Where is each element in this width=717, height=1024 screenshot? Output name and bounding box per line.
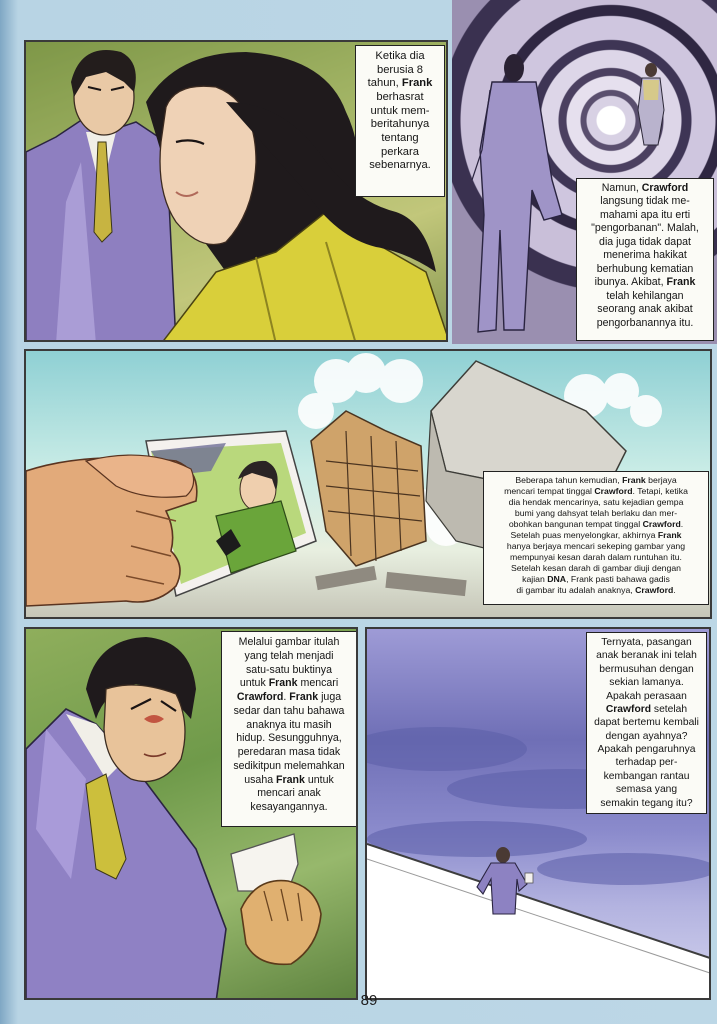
caption-1 xyxy=(355,45,445,197)
caption-line: Crawford. Frank juga xyxy=(236,691,342,704)
caption-line: peredaran masa tidak xyxy=(237,746,341,759)
caption-line: yang telah menjadi xyxy=(244,649,334,662)
caption-line: telah kehilangan xyxy=(606,289,684,302)
caption-5 xyxy=(586,632,707,814)
caption-line: anak beranak ini telah xyxy=(596,650,697,662)
caption-line: ibunya. Akibat, Frank xyxy=(594,276,696,289)
caption-line: kesayangannya. xyxy=(250,801,328,814)
panel-2-vortex xyxy=(452,0,717,344)
caption-line: tahun, Frank xyxy=(367,77,433,90)
caption-line: kajian DNA, Frank pasti bahawa gadis xyxy=(522,574,670,585)
caption-line: di gambar itu adalah anaknya, Crawford. xyxy=(516,585,676,596)
caption-line: mencari anak xyxy=(257,787,321,800)
caption-line: Namun, Crawford xyxy=(601,182,689,194)
caption-line: Apakah pengaruhnya xyxy=(597,744,696,755)
caption-line: dia hendak mencarinya, satu kejadian gempa xyxy=(508,497,684,508)
caption-line: seorang anak akibat xyxy=(597,303,693,316)
caption-line: Melalui gambar itulah xyxy=(238,636,340,648)
caption-line: untuk Frank mencari xyxy=(239,677,339,690)
caption-line: sedar dan tahu bahawa xyxy=(233,704,345,717)
caption-line: sebenarnya. xyxy=(369,159,431,172)
panel-1-father-and-wife xyxy=(24,40,448,342)
caption-line: Beberapa tahun kemudian, Frank berjaya xyxy=(515,475,677,485)
caption-line: Setelah kesan darah di gambar diuji dengan xyxy=(510,563,681,574)
caption-line: mencari tempat tinggal Crawford. Tetapi, ketika xyxy=(504,486,688,497)
caption-line: dapat bertemu kembali xyxy=(594,717,699,729)
caption-line: Setelah puas menyelongkar, akhirnya Frank xyxy=(510,530,682,541)
caption-line: Crawford setelah xyxy=(605,703,688,715)
caption-line: anaknya itu masih xyxy=(246,718,332,731)
caption-line: bumi yang dahsyat telah berlaku dan mer- xyxy=(514,508,678,519)
caption-line: berhubung kematian xyxy=(596,262,694,275)
caption-line: dia juga tidak dapat xyxy=(599,235,691,248)
caption-line: menerima hakikat xyxy=(603,249,687,262)
caption-line: untuk mem- xyxy=(370,104,430,117)
page-number: 89 xyxy=(360,992,378,1009)
caption-line: semakin tegang itu? xyxy=(600,797,693,809)
caption-line: usaha Frank untuk xyxy=(244,773,334,786)
caption-line: satu-satu buktinya xyxy=(246,663,332,676)
caption-3 xyxy=(483,471,709,605)
caption-4 xyxy=(221,631,357,827)
caption-line: obohkan bangunan tempat tinggal Crawford. xyxy=(508,519,684,530)
caption-line: hanya berjaya mencari sekeping gambar yang xyxy=(506,541,686,552)
caption-line: langsung tidak me- xyxy=(600,195,690,208)
caption-line: mempunyai kesan darah dalam runtuhan itu. xyxy=(510,552,682,563)
caption-line: pengorbanannya itu. xyxy=(596,316,694,329)
caption-line: dengan ayahnya? xyxy=(605,730,688,742)
caption-line: sekian lamanya. xyxy=(609,677,684,689)
caption-line: "pengorbanan". Malah, xyxy=(591,222,699,235)
caption-line: berusia 8 xyxy=(376,63,424,76)
caption-line: terhadap per- xyxy=(615,757,678,769)
caption-line: tentang xyxy=(381,131,419,144)
caption-line: sedikitpun melemahkan xyxy=(233,759,345,772)
caption-line: Apakah perasaan xyxy=(606,690,687,702)
panel-3-earthquake-photo xyxy=(24,349,712,619)
caption-line: beritahunya xyxy=(370,118,430,131)
caption-line: Ketika dia xyxy=(375,50,425,62)
caption-line: kembangan rantau xyxy=(603,770,690,782)
caption-line: mahami apa itu erti xyxy=(599,208,691,221)
caption-line: semasa yang xyxy=(615,784,678,796)
caption-line: berhasrat xyxy=(376,90,424,103)
caption-line: bermusuhan dengan xyxy=(599,663,694,675)
caption-line: perkara xyxy=(381,145,419,158)
panel-5-rooftop-sky xyxy=(365,627,711,1000)
panel-4-frank-with-photo xyxy=(24,627,358,1000)
caption-2 xyxy=(576,178,714,341)
caption-line: Ternyata, pasangan xyxy=(601,637,692,648)
caption-line: hidup. Sesungguhnya, xyxy=(236,732,342,745)
